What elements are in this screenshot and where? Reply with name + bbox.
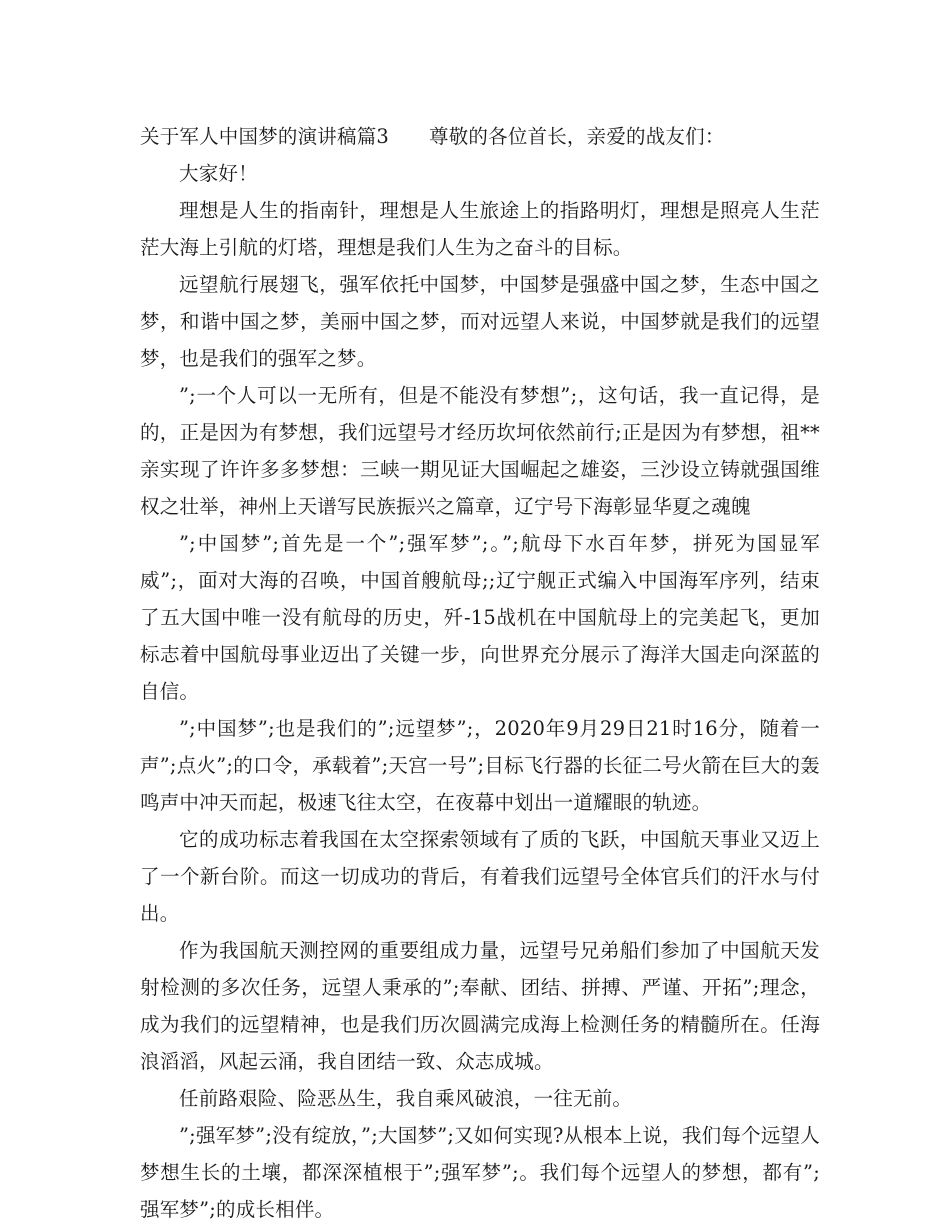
salutation: 尊敬的各位首长，亲爱的战友们： [429, 125, 725, 148]
paragraph-success: 它的成功标志着我国在太空探索领域有了质的飞跃，中国航天事业又迈上了一个新台阶。而这一切成功的背后，有着我们远望号全体官兵们的汗水与付出。 [140, 828, 820, 925]
document-title: 关于军人中国梦的演讲稿篇3 [140, 125, 390, 148]
paragraph-tiangong: ”;中国梦”;也是我们的”;远望梦”;，2020年9月29日21时16分，随着一声”;点火”;的口令，承载着”;天宫一号”;目标飞行器的长征二号火箭在巨大的轰鸣声中冲天而起，极速飞往太空，在夜幕中划出一道耀眼的轨迹。 [140, 717, 820, 814]
heading-line [140, 118, 820, 155]
paragraph-spirit: 作为我国航天测控网的重要组成力量，远望号兄弟船们参加了中国航天发射检测的多次任务，远望人秉承的”;奉献、团结、拼搏、严谨、开拓”;理念，成为我们的远望精神，也是我们历次圆满完成海上检测任务的精髓所在。任海浪滔滔，风起云涌，我自团结一致、众志成城。 [140, 939, 820, 1073]
paragraph-dreams: ”;一个人可以一无所有，但是不能没有梦想”;，这句话，我一直记得，是的，正是因为有梦想，我们远望号才经历坎坷依然前行;正是因为有梦想，祖**亲实现了许许多多梦想：三峡一期见证大国崛起之雄姿，三沙设立铸就强国维权之壮举，神州上天谱写民族振兴之篇章，辽宁号下海彰显华夏之魂魄 [140, 384, 820, 518]
paragraph-strong-army-dream: ”;强军梦”;没有绽放，”;大国梦”;又如何实现?从根本上说，我们每个远望人梦想生长的土壤，都深深植根于”;强军梦”;。我们每个远望人的梦想，都有”;强军梦”;的成长相伴。 [140, 1124, 820, 1221]
document-body [140, 118, 820, 1228]
paragraph-forward: 任前路艰险、险恶丛生，我自乘风破浪，一往无前。 [179, 1087, 633, 1110]
paragraph-yuanwang-dream: 远望航行展翅飞，强军依托中国梦，中国梦是强盛中国之梦，生态中国之梦，和谐中国之梦，美丽中国之梦，而对远望人来说，中国梦就是我们的远望梦，也是我们的强军之梦。 [140, 273, 820, 370]
paragraph-ideals: 理想是人生的指南针，理想是人生旅途上的指路明灯，理想是照亮人生茫茫大海上引航的灯塔，理想是我们人生为之奋斗的目标。 [140, 199, 820, 259]
paragraph-carrier: ”;中国梦”;首先是一个”;强军梦”;。”;航母下水百年梦，拼死为国显军威”;，面对大海的召唤，中国首艘航母;;辽宁舰正式编入中国海军序列，结束了五大国中唯一没有航母的历史，歼-15战机在中国航母上的完美起飞，更加标志着中国航母事业迈出了关键一步，向世界充分展示了海洋大国走向深蓝的自信。 [140, 532, 820, 703]
paragraph-greeting: 大家好！ [179, 162, 258, 185]
